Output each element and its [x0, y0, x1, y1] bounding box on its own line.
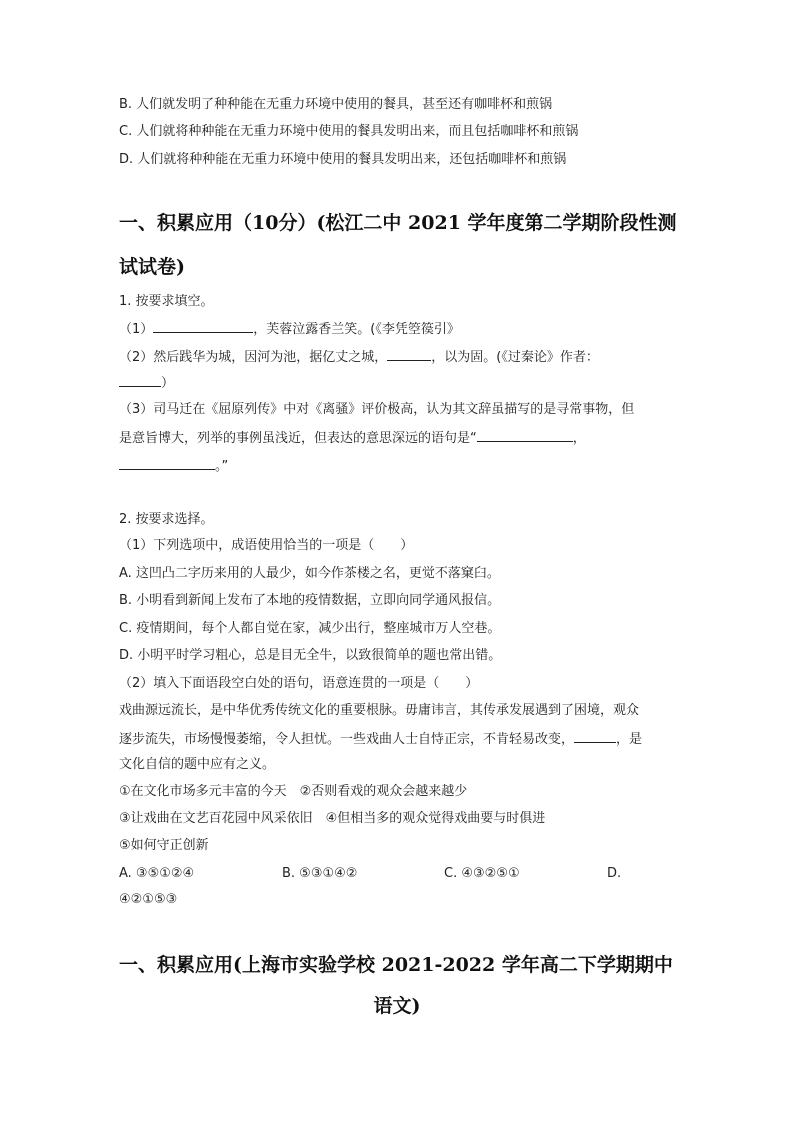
- section1-heading-line1: 一、积累应用（10分）(松江二中 2021 学年度第二学期阶段性测: [119, 212, 677, 234]
- q1-item3-end: 。”: [215, 459, 229, 474]
- fill-blank[interactable]: [119, 457, 215, 470]
- q1-title: 1. 按要求填空。: [119, 294, 214, 309]
- q1-item1: [119, 320, 460, 338]
- choices-line3: ⑤如何守正创新: [119, 838, 209, 853]
- q2-title: 2. 按要求选择。: [119, 512, 214, 527]
- q1-item1-prefix: （1）: [119, 322, 154, 337]
- q1-item1-suffix: ，芙蓉泣露香兰笑。(《李凭箜篌引》: [253, 322, 460, 337]
- q2-sub1: （1）下列选项中，成语使用恰当的一项是（ ）: [119, 538, 414, 553]
- q2-sub1-option-b: B. 小明看到新闻上发布了本地的疫情数据，立即向同学通风报信。: [119, 593, 501, 608]
- option-c-line: C. 人们就将种种能在无重力环境中使用的餐具发明出来，而且包括咖啡杯和煎锅: [119, 124, 579, 139]
- passage-line2-prefix: 逐步流失，市场慢慢萎缩，令人担忧。一些戏曲人士自恃正宗，不肯轻易改变，: [119, 732, 575, 747]
- q1-item3-line2: [119, 429, 586, 447]
- fill-blank[interactable]: [574, 730, 616, 743]
- q1-item2-end: ）: [161, 376, 175, 391]
- q2-sub1-option-d: D. 小明平时学习粗心，总是目无全牛，以致很简单的题也常出错。: [119, 648, 502, 663]
- q1-item2-cont: [119, 374, 174, 392]
- q1-item2: [119, 348, 599, 366]
- q1-item3-line1: （3）司马迁在《屈原列传》中对《离骚》评价极高，认为其文辞虽描写的是寻常事物，但: [119, 402, 635, 417]
- fill-blank[interactable]: [119, 374, 161, 387]
- answer-a: A. ③⑤①②④: [119, 866, 195, 881]
- option-d-line: D. 人们就将种种能在无重力环境中使用的餐具发明出来，还包括咖啡杯和煎锅: [119, 152, 567, 167]
- fill-blank[interactable]: [153, 320, 253, 333]
- answer-d: D.: [607, 866, 622, 881]
- fill-blank[interactable]: [387, 348, 431, 361]
- q2-sub1-option-a: A. 这凹凸二字历来用的人最少，如今作茶楼之名，更觉不落窠臼。: [119, 566, 500, 581]
- q1-item3-line2-comma: ，: [572, 431, 586, 446]
- q1-item2-suffix: ，以为固。(《过秦论》作者：: [431, 350, 599, 365]
- section2-heading-line1: 一、积累应用(上海市实验学校 2021-2022 学年高二下学期期中: [119, 954, 673, 976]
- q2-sub1-option-c: C. 疫情期间，每个人都自觉在家，减少出行，整座城市万人空巷。: [119, 621, 501, 636]
- passage-line1: 戏曲源远流长，是中华优秀传统文化的重要根脉。毋庸讳言，其传承发展遇到了困境，观众: [119, 703, 640, 718]
- q1-item3-line2-prefix: 是意旨博大，列举的事例虽浅近，但表达的意思深远的语句是“: [119, 431, 477, 446]
- fill-blank[interactable]: [477, 429, 573, 442]
- q1-item2-prefix: （2）然后践华为城，因河为池，据亿丈之城，: [119, 350, 388, 365]
- choices-line2: ③让戏曲在文艺百花园中风采依旧 ④但相当多的观众觉得戏曲要与时俱进: [119, 811, 546, 826]
- section2-heading-line2: 语文): [373, 995, 421, 1017]
- section1-heading-line2: 试试卷): [119, 256, 185, 278]
- answer-b: B. ⑤③①④②: [282, 866, 358, 881]
- passage-line2-suffix: ，是: [616, 732, 643, 747]
- q1-item3-line3: [119, 457, 228, 475]
- q2-sub2: （2）填入下面语段空白处的语句，语意连贯的一项是（ ）: [119, 676, 479, 691]
- answer-c: C. ④③②⑤①: [444, 866, 520, 881]
- passage-line2: [119, 730, 642, 748]
- option-b-line: B. 人们就发明了种种能在无重力环境中使用的餐具，甚至还有咖啡杯和煎锅: [119, 97, 553, 112]
- choices-line1: ①在文化市场多元丰富的今天 ②否则看戏的观众会越来越少: [119, 784, 468, 799]
- passage-line3: 文化自信的题中应有之义。: [119, 757, 276, 772]
- answer-d-content: ④②①⑤③: [119, 892, 178, 907]
